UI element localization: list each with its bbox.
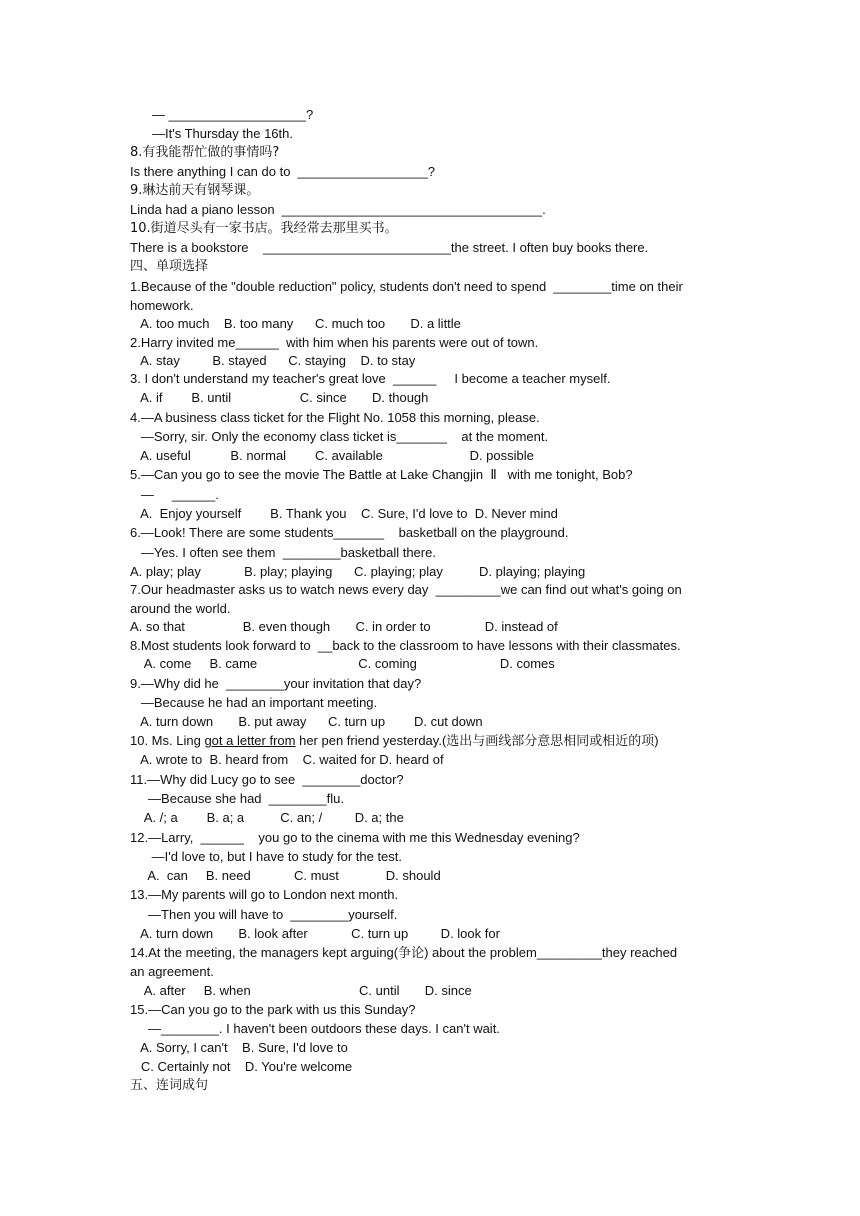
mc-q5-options: A. Enjoy yourself B. Thank you C. Sure, I'd love to D. Never mind xyxy=(130,506,558,521)
mc-q8: 8.Most students look forward to __back to the classroom to have lessons with their classmates. xyxy=(130,638,681,653)
mc-q2-options: A. stay B. stayed C. staying D. to stay xyxy=(130,353,416,368)
mc-q15-options-2: C. Certainly not D. You're welcome xyxy=(130,1059,353,1074)
mc-q6-reply: —Yes. I often see them ________basketball there. xyxy=(130,545,436,560)
mc-q3: 3. I don't understand my teacher's great love ______ I become a teacher myself. xyxy=(130,371,611,386)
mc-q3-options: A. if B. until C. since D. though xyxy=(130,390,429,405)
mc-q11-options: A. /; a B. a; a C. an; / D. a; the xyxy=(130,810,404,825)
mc-q10-underlined-phrase: got a letter from xyxy=(204,733,296,748)
mc-q1-line2: homework. xyxy=(130,298,194,313)
mc-q9-options: A. turn down B. put away C. turn up D. cut down xyxy=(130,714,483,729)
mc-q10 xyxy=(130,733,659,749)
mc-q6-options: A. play; play B. play; playing C. playing; play D. playing; playing xyxy=(130,564,586,579)
mc-q1-options: A. too much B. too many C. much too D. a little xyxy=(130,316,461,331)
mc-q10-options: A. wrote to B. heard from C. waited for D. heard of xyxy=(130,752,444,767)
mc-q13-options: A. turn down B. look after C. turn up D. look for xyxy=(130,926,500,941)
q7-blank-line: — ___________________? xyxy=(152,107,314,122)
mc-q12-reply: —I'd love to, but I have to study for the test. xyxy=(130,849,403,864)
mc-q7-options: A. so that B. even though C. in order to D. instead of xyxy=(130,619,558,634)
mc-q1-line1: 1.Because of the "double reduction" policy, students don't need to spend ________time on their xyxy=(130,279,683,294)
mc-q10-post: her pen friend yesterday.(选出与画线部分意思相同或相近的项) xyxy=(295,733,659,748)
mc-q9: 9.—Why did he ________your invitation that day? xyxy=(130,676,422,691)
section4-title: 四、单项选择 xyxy=(130,259,209,274)
mc-q15-reply: —________. I haven't been outdoors these days. I can't wait. xyxy=(130,1021,500,1036)
mc-q4-options: A. useful B. normal C. available D. possible xyxy=(130,448,534,463)
mc-q4-reply: —Sorry, sir. Only the economy class ticket is_______ at the moment. xyxy=(130,429,549,444)
q9-chinese: 9.琳达前天有钢琴课。 xyxy=(130,183,260,198)
mc-q14-line1: 14.At the meeting, the managers kept arguing(争论) about the problem_________they reached xyxy=(130,945,678,960)
mc-q13-reply: —Then you will have to ________yourself. xyxy=(130,907,398,922)
q10-chinese: 10.街道尽头有一家书店。我经常去那里买书。 xyxy=(130,221,398,236)
mc-q15-options-1: A. Sorry, I can't B. Sure, I'd love to xyxy=(130,1040,348,1055)
mc-q7-line1: 7.Our headmaster asks us to watch news every day _________we can find out what's going on xyxy=(130,582,682,597)
mc-q10-pre: 10. Ms. Ling xyxy=(130,733,205,748)
mc-q11: 11.—Why did Lucy go to see ________doctor? xyxy=(130,772,404,787)
section5-title: 五、连词成句 xyxy=(130,1078,209,1093)
q7-answer: —It's Thursday the 16th. xyxy=(152,126,293,141)
q8-english: Is there anything I can do to __________________? xyxy=(130,164,436,179)
mc-q12-options: A. can B. need C. must D. should xyxy=(130,868,441,883)
mc-q14-options: A. after B. when C. until D. since xyxy=(130,983,472,998)
mc-q5: 5.—Can you go to see the movie The Battle at Lake Changjin Ⅱ with me tonight, Bob? xyxy=(130,467,633,482)
mc-q2: 2.Harry invited me______ with him when his parents were out of town. xyxy=(130,335,539,350)
mc-q13: 13.—My parents will go to London next month. xyxy=(130,887,399,902)
mc-q14-line2: an agreement. xyxy=(130,964,214,979)
mc-q6: 6.—Look! There are some students_______ basketball on the playground. xyxy=(130,525,569,540)
q10-english: There is a bookstore __________________________the street. I often buy books there. xyxy=(130,240,649,255)
mc-q11-reply: —Because she had ________flu. xyxy=(130,791,344,806)
mc-q12: 12.—Larry, ______ you go to the cinema with me this Wednesday evening? xyxy=(130,830,580,845)
mc-q8-options: A. come B. came C. coming D. comes xyxy=(130,656,555,671)
q9-english: Linda had a piano lesson ____________________________________. xyxy=(130,202,546,217)
mc-q15: 15.—Can you go to the park with us this Sunday? xyxy=(130,1002,416,1017)
mc-q5-reply: — ______. xyxy=(130,487,219,502)
mc-q7-line2: around the world. xyxy=(130,601,231,616)
mc-q4: 4.—A business class ticket for the Flight No. 1058 this morning, please. xyxy=(130,410,540,425)
q8-chinese: 8.有我能帮忙做的事情吗? xyxy=(130,145,280,160)
mc-q9-reply: —Because he had an important meeting. xyxy=(130,695,378,710)
